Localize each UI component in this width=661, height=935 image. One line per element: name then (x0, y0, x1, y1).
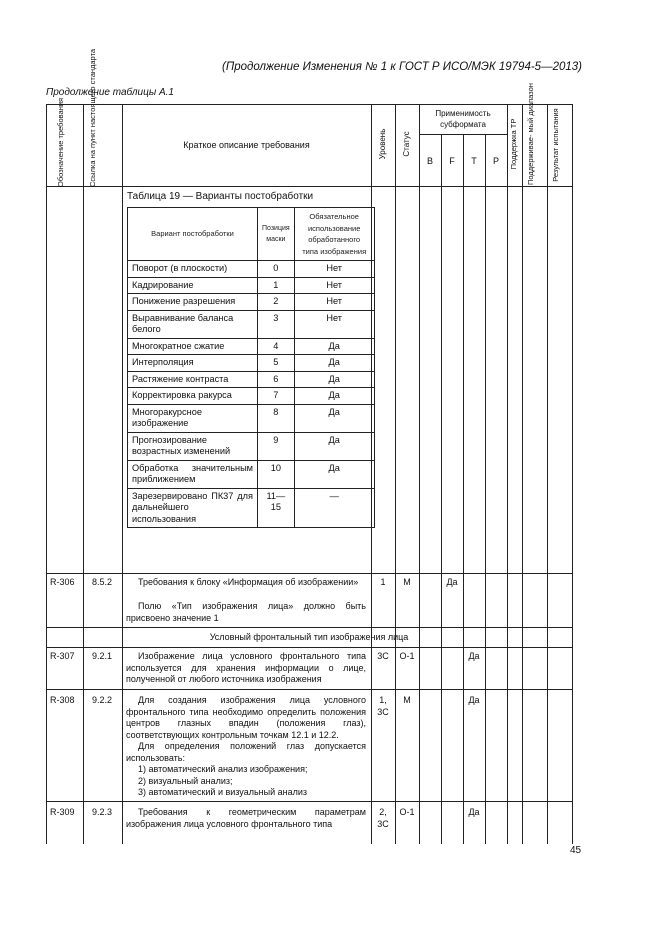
t19-mandatory: Нет (294, 277, 374, 294)
t19-pos: 2 (258, 294, 295, 311)
t19-header-variant: Вариант постобработки (128, 208, 258, 261)
req-id: R-307 (50, 651, 75, 661)
req-level: 1 (380, 577, 386, 587)
req-list-item: 1) автоматический анализ изображения; (138, 764, 308, 774)
req-applic-f: Да (446, 577, 458, 587)
col-status: Статус (402, 131, 411, 157)
col-applicability: Применимость субформата (435, 109, 491, 129)
t19-mandatory: Да (294, 404, 374, 432)
req-text-2: Для определения положений глаз допускается использовать: (126, 741, 366, 763)
req-ref: 9.2.1 (92, 651, 113, 661)
req-ref: 9.2.3 (92, 807, 113, 817)
req-ref: 8.5.2 (92, 577, 113, 587)
req-status: О-1 (399, 807, 415, 817)
continuation-label: Продолжение таблицы А.1 (46, 87, 174, 98)
t19-pos: 3 (258, 310, 295, 338)
table19-caption: Таблица 19 — Варианты постобработки (127, 191, 314, 202)
col-reference: Ссылка на пункт настоящего стандарта (88, 48, 97, 187)
t19-variant: Зарезервировано ПК37 для дальнейшего использования (128, 488, 258, 528)
page-header: (Продолжение Изменения № 1 к ГОСТ Р ИСО/МЭК 19794-5—2013) (222, 61, 582, 73)
t19-pos: 8 (258, 404, 295, 432)
t19-mandatory: Да (294, 371, 374, 388)
req-status: М (403, 577, 411, 587)
t19-pos: 11—15 (258, 488, 295, 528)
col-sub-b: В (426, 156, 433, 166)
t19-mandatory: Да (294, 432, 374, 460)
t19-pos: 5 (258, 355, 295, 372)
req-status: М (403, 695, 411, 705)
req-id: R-309 (50, 807, 75, 817)
req-level: 1, 3С (377, 695, 389, 717)
t19-pos: 0 (258, 261, 295, 278)
t19-pos: 10 (258, 460, 295, 488)
req-text: Требования к блоку «Информация об изображении» (138, 577, 359, 587)
req-status: О-1 (399, 651, 415, 661)
t19-variant: Кадрирование (128, 277, 258, 294)
col-sub-t: Т (471, 156, 477, 166)
t19-mandatory: Да (294, 460, 374, 488)
req-applic-t: Да (468, 807, 480, 817)
req-level: 3С (377, 651, 389, 661)
col-sub-f: F (449, 156, 455, 166)
t19-variant: Выравнивание баланса белого (128, 310, 258, 338)
t19-mandatory: Нет (294, 310, 374, 338)
req-applic-t: Да (468, 651, 480, 661)
req-text: Требования к геометрическим параметрам изображения лица условного фронтального типа (126, 807, 366, 829)
col-description: Краткое описание требования (183, 140, 310, 150)
section-heading: Условный фронтальный тип изображения лица (209, 632, 409, 642)
req-list-item: 3) автоматический и визуальный анализ (138, 787, 308, 797)
t19-pos: 6 (258, 371, 295, 388)
req-level: 2, 3С (377, 807, 389, 829)
req-text: Изображение лица условного фронтального типа используется для хранения информации о лице, полученной от любого источника изображения (126, 651, 366, 684)
t19-mandatory: Да (294, 355, 374, 372)
t19-variant: Многократное сжатие (128, 338, 258, 355)
col-test-result: Результат испытания (551, 108, 560, 182)
t19-variant: Обработка значительным приближением (128, 460, 258, 488)
req-text-2: Полю «Тип изображения лица» должно быть присвоено значение 1 (126, 601, 366, 623)
t19-mandatory: Да (294, 388, 374, 405)
col-tr-support: Поддержка ТР (509, 118, 518, 170)
t19-pos: 7 (258, 388, 295, 405)
t19-mandatory: — (294, 488, 374, 528)
req-list-item: 2) визуальный анализ; (138, 776, 233, 786)
t19-variant: Поворот (в плоскости) (128, 261, 258, 278)
req-text: Для создания изображения лица условного фронтального типа необходимо определить положения центров глазных впадин (положения глаз), соответствующих контрольным точкам 12.1 и 12.2. (126, 695, 366, 740)
t19-header-mandatory: Обязательное использование обработанного типа изображения (294, 208, 374, 261)
t19-variant: Корректировка ракурса (128, 388, 258, 405)
t19-variant: Растяжение контраста (128, 371, 258, 388)
t19-variant: Понижение разрешения (128, 294, 258, 311)
page-number: 45 (570, 845, 582, 856)
table19 (127, 207, 375, 528)
t19-mandatory: Нет (294, 261, 374, 278)
req-applic-t: Да (468, 695, 480, 705)
col-level: Уровень (378, 128, 387, 160)
t19-mandatory: Нет (294, 294, 374, 311)
t19-pos: 9 (258, 432, 295, 460)
col-designation: Обозначение требования (56, 97, 65, 187)
t19-pos: 1 (258, 277, 295, 294)
col-sub-p: Р (492, 156, 499, 166)
t19-pos: 4 (258, 338, 295, 355)
t19-variant: Прогнозирование возрастных изменений (128, 432, 258, 460)
t19-header-position: Позиция маски (258, 208, 295, 261)
req-ref: 9.2.2 (92, 695, 113, 705)
t19-variant: Интерполяция (128, 355, 258, 372)
col-supported-range: Поддерживае- мый диапазон (526, 83, 535, 185)
req-id: R-308 (50, 695, 75, 705)
t19-variant: Многоракурсное изображение (128, 404, 258, 432)
req-id: R-306 (50, 577, 75, 587)
t19-mandatory: Да (294, 338, 374, 355)
